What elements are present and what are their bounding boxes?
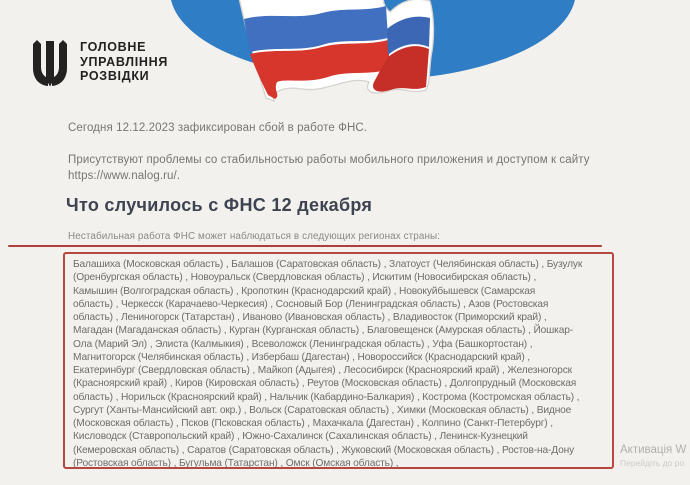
gur-logo-line: РОЗВІДКИ: [80, 69, 150, 83]
gur-logo: [30, 40, 168, 87]
region-list-line: Магадан (Магаданская область) , Курган (Курганская область) , Благовещенск (Амурская область) , Йошкар-: [73, 325, 573, 337]
gur-logo-line: УПРАВЛІННЯ: [80, 54, 169, 69]
region-list-line: область) , Норильск (Красноярский край) , Нальчик (Кабардино-Балкария) , Кострома (Костромская область) ,: [73, 391, 580, 403]
region-list-line: Сургут (Ханты-Мансийский авт. окр.) , Вольск (Саратовская область) , Химки (Московская область) , Видное: [73, 404, 572, 416]
gur-logo-line: ГОЛОВНЕ: [80, 40, 147, 54]
gur-logo-text: [80, 40, 168, 87]
watermark-line1: Активація W: [620, 444, 687, 456]
region-list-line: (Ростовская область) , Бугульма (Татарстан) , Омск (Омская область) ,: [73, 457, 399, 469]
region-list-line: (Красноярский край) , Киров (Кировская область) , Реутов (Московская область) , Долгопрудный (Московская: [73, 378, 577, 390]
region-list-line: Магнитогорск (Челябинская область) , Избербаш (Дагестан) , Новороссийск (Краснодарский край) ,: [73, 351, 530, 363]
section-heading: Что случилось с ФНС 12 декабря: [66, 195, 373, 215]
region-list-line: область) , Лениногорск (Татарстан) , Иваново (Ивановская область) , Владивосток (Приморский край) ,: [73, 312, 547, 323]
regions-annotation-box: [63, 252, 614, 469]
region-list-line: Екатеринбург (Свердловская область) , Майкоп (Адыгея) , Лесосибирск (Красноярский край) , Железногорск: [73, 365, 572, 376]
region-list-line: область) , Черкесск (Карачаево-Черкесия) , Сосновый Бор (Ленинградская область) , Азов (Ростовская: [73, 298, 549, 310]
region-list-line: (Оренбургская область) , Новоуральск (Свердловская область) , Искитим (Новосибирская область) ,: [73, 272, 537, 284]
region-list: [73, 258, 612, 470]
region-list-line: Балашиха (Московская область) , Балашов (Саратовская область) , Златоуст (Челябинская область) , Бузулук: [73, 259, 583, 270]
region-list-line: Кисловодск (Ставропольский край) , Южно-Сахалинск (Сахалинская область) , Ленинск-Кузнецкий: [73, 431, 528, 443]
windows-activation-watermark: [620, 444, 686, 468]
incident-paragraph: Сегодня 12.12.2023 зафиксирован сбой в работе ФНС.: [68, 122, 368, 134]
watermark-line2: Перейдіть до ро: [620, 458, 685, 468]
region-list-line: (Кемеровская область) , Саратов (Саратовская область) , Жуковский (Московская область) , Ростов-на-Дону: [73, 444, 575, 456]
regions-intro-text: Нестабильная работа ФНС может наблюдаться в следующих регионах страны:: [68, 231, 441, 242]
annotation-underline: [8, 245, 602, 247]
problems-text: Присутствуют проблемы со стабильностью работы мобильного приложения и доступом к сайту: [68, 154, 590, 166]
site-url-link[interactable]: https://www.nalog.ru/.: [68, 170, 181, 182]
russian-flag-svg: [236, 0, 442, 109]
russian-flag-icon: [236, 0, 442, 109]
problems-paragraph: [68, 152, 590, 184]
region-list-line: Камышин (Волгоградская область) , Кропоткин (Краснодарский край) , Новокуйбышевск (Самарская: [73, 285, 536, 297]
region-list-line: Ола (Марий Эл) , Элиста (Калмыкия) , Всеволожск (Ленинградская область) , Уфа (Башкортостан) ,: [73, 338, 533, 350]
region-list-line: (Московская область) , Псков (Псковская область) , Махачкала (Дагестан) , Колпино (Санкт-Петербург) ,: [73, 418, 553, 429]
trident-icon: [30, 40, 70, 87]
